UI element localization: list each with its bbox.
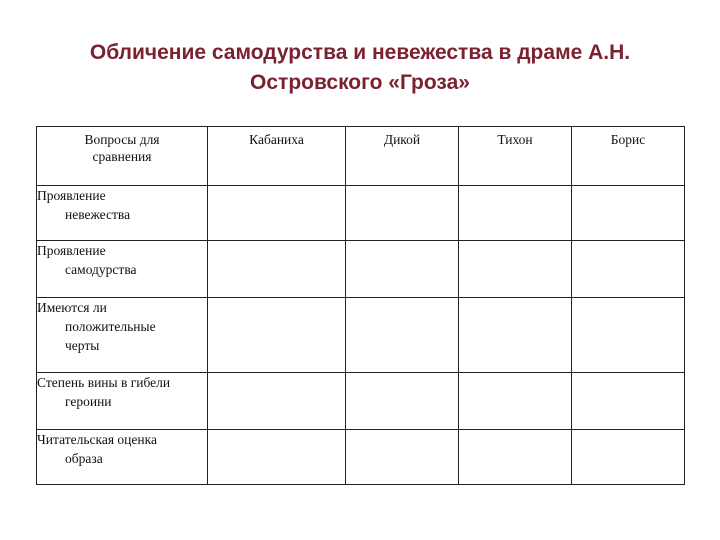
table-cell[interactable] xyxy=(208,373,346,430)
table-cell[interactable] xyxy=(459,298,572,373)
table-cell[interactable] xyxy=(572,186,685,241)
row-label-line: невежества xyxy=(65,207,131,222)
table-row xyxy=(37,241,685,298)
row-label-guilt xyxy=(37,373,208,430)
row-label-line: Проявление xyxy=(37,188,106,203)
page-title xyxy=(20,38,700,98)
table-cell[interactable] xyxy=(346,186,459,241)
row-label-reader-assessment xyxy=(37,430,208,485)
table-cell[interactable] xyxy=(459,373,572,430)
row-label-line: черты xyxy=(65,338,100,353)
row-label-positive-traits xyxy=(37,298,208,373)
row-label-line: Проявление xyxy=(37,243,106,258)
title-line-1: Обличение самодурства и невежества в драме А.Н. xyxy=(89,41,631,64)
table-cell[interactable] xyxy=(572,430,685,485)
table-cell[interactable] xyxy=(346,373,459,430)
row-label-line: Степень вины в гибели xyxy=(37,375,171,390)
row-label-ignorance xyxy=(37,186,208,241)
header-questions xyxy=(37,127,208,186)
table-cell[interactable] xyxy=(208,241,346,298)
table-row xyxy=(37,373,685,430)
row-label-tyranny xyxy=(37,241,208,298)
table-cell[interactable] xyxy=(208,298,346,373)
header-dikoy: Дикой xyxy=(346,127,459,186)
row-label-line: образа xyxy=(65,451,103,466)
table-cell[interactable] xyxy=(346,298,459,373)
table-row xyxy=(37,186,685,241)
table-cell[interactable] xyxy=(459,241,572,298)
table-cell[interactable] xyxy=(572,373,685,430)
table-cell[interactable] xyxy=(208,430,346,485)
title-line-2: Островского «Гроза» xyxy=(250,71,470,94)
header-kabanikha: Кабаниха xyxy=(208,127,346,186)
header-questions-line-2: сравнения xyxy=(92,149,152,164)
row-label-line: самодурства xyxy=(65,262,137,277)
comparison-table xyxy=(36,126,685,485)
table-cell[interactable] xyxy=(459,430,572,485)
row-label-line: героини xyxy=(65,394,112,409)
table-row xyxy=(37,430,685,485)
row-label-line: Имеются ли xyxy=(37,300,107,315)
table-header-row xyxy=(37,127,685,186)
row-label-line: положительные xyxy=(65,319,156,334)
table-cell[interactable] xyxy=(346,241,459,298)
table-cell[interactable] xyxy=(459,186,572,241)
table-row xyxy=(37,298,685,373)
header-questions-line-1: Вопросы для xyxy=(84,132,160,147)
header-boris: Борис xyxy=(572,127,685,186)
table-cell[interactable] xyxy=(572,241,685,298)
table-cell[interactable] xyxy=(208,186,346,241)
row-label-line: Читательская оценка xyxy=(37,432,157,447)
table-cell[interactable] xyxy=(572,298,685,373)
table-cell[interactable] xyxy=(346,430,459,485)
header-tikhon: Тихон xyxy=(459,127,572,186)
